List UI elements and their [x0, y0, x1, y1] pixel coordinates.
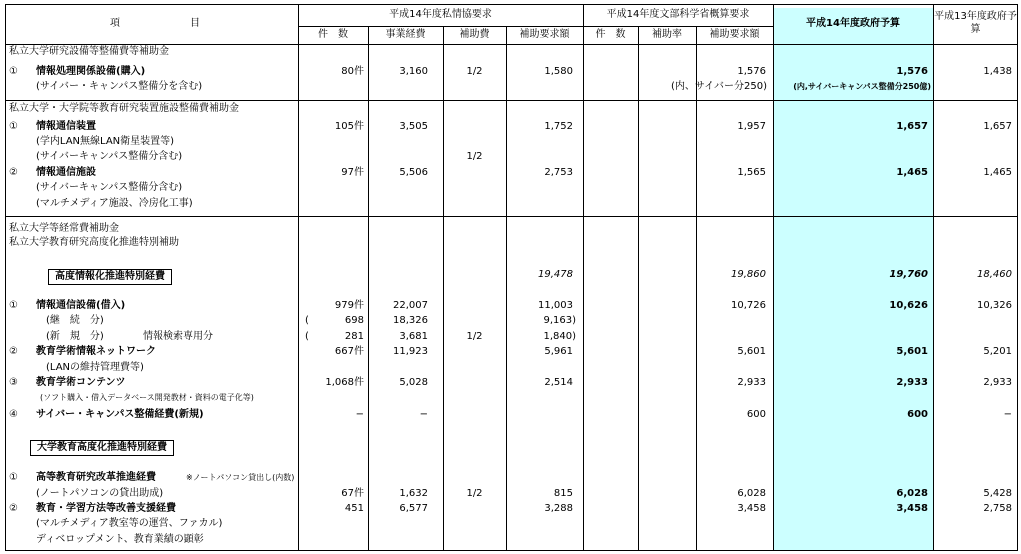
s3-new-note: 情報検索専用分	[143, 331, 213, 342]
s3-title2: 私立大学教育研究高度化推進特別補助	[9, 237, 179, 248]
header-mext-request: 補助要求額	[709, 29, 760, 40]
s3-item4: サイバー・キャンパス整備経費(新規)	[36, 409, 204, 420]
s2-item2: 情報通信施設	[36, 167, 96, 178]
s3-mext4: 600	[746, 409, 766, 420]
header-mext-rate: 補助率	[652, 29, 682, 40]
s3-new-rate: 1/2	[466, 331, 483, 342]
s3-count3: 1,068件	[325, 377, 364, 388]
s3-continuing-cost: 18,326	[393, 315, 428, 326]
s2-gov1: 1,657	[896, 121, 928, 132]
s1-mext-note: (内、サイバー分250)	[671, 81, 767, 92]
s3-count5: 67件	[341, 488, 364, 499]
rule-top	[5, 4, 1018, 5]
s3-request3: 2,514	[544, 377, 573, 388]
col-private	[583, 4, 584, 551]
s2-rate: 1/2	[466, 151, 483, 162]
col-left	[5, 4, 6, 551]
s3-mext2: 5,601	[737, 346, 766, 357]
header-mext-request: 平成14年度文部科学省概算要求	[606, 9, 750, 20]
s2-mext2: 1,565	[737, 167, 766, 178]
s2-num1: ①	[9, 121, 18, 132]
s2-count2: 97件	[341, 167, 364, 178]
s3-gov6: 3,458	[896, 503, 928, 514]
s3-item5: 高等教育研究改革推進経費	[36, 472, 156, 483]
s3-item1: 情報通信設備(借入)	[36, 300, 126, 311]
header-project-cost: 事業経費	[385, 29, 426, 40]
s3-cost2: 11,923	[393, 346, 428, 357]
s3-box2: 大学教育高度化推進特別経費	[30, 440, 174, 456]
s3-mext1: 10,726	[731, 300, 766, 311]
s3-gov1: 10,626	[889, 300, 928, 311]
s3-cost3: 5,028	[399, 377, 428, 388]
s3-prev5: 5,428	[983, 488, 1012, 499]
s3-new-paren: (	[305, 331, 309, 342]
s3-num5: ①	[9, 472, 18, 483]
s2-sub1a: (学内LAN無線LAN衛星装置等)	[36, 136, 175, 147]
s2-request2: 2,753	[544, 167, 573, 178]
rule-s1-bottom	[5, 100, 1018, 101]
s1-mext: 1,576	[737, 66, 766, 77]
s3-count6: 451	[344, 503, 364, 514]
s3-gov5: 6,028	[896, 488, 928, 499]
s1-cost: 3,160	[399, 66, 428, 77]
s3-new-count: 281	[344, 331, 364, 342]
s1-gov: 1,576	[896, 66, 928, 77]
s3-request1: 11,003	[538, 300, 573, 311]
s1-request: 1,580	[544, 66, 573, 77]
s1-gov-note: (内,サイバーキャンパス整備分250億)	[793, 82, 931, 91]
rule-s2-bottom	[5, 216, 1018, 217]
s3-item2: 教育学術情報ネットワーク	[36, 346, 156, 357]
s3-mext3: 2,933	[737, 377, 766, 388]
s3-num4: ④	[9, 409, 18, 420]
s3-prev3: 2,933	[983, 377, 1012, 388]
s3-num6: ②	[9, 503, 18, 514]
col-right	[1017, 4, 1018, 551]
s3-count1: 979件	[334, 300, 364, 311]
rule-header-bottom	[5, 44, 1018, 45]
s3-num3: ③	[9, 377, 18, 388]
s3-request2: 5,961	[544, 346, 573, 357]
s3-mext6: 3,458	[737, 503, 766, 514]
s3-gov2: 5,601	[896, 346, 928, 357]
header-subsidy: 補助費	[459, 29, 490, 40]
s3-prev6: 2,758	[983, 503, 1012, 514]
s3-gov3: 2,933	[896, 377, 928, 388]
s2-count1: 105件	[334, 121, 364, 132]
s3-new-request: 1,840)	[543, 331, 576, 342]
s3-cost4: −	[419, 409, 428, 420]
s2-prev2: 1,465	[983, 167, 1012, 178]
s2-prev1: 1,657	[983, 121, 1012, 132]
s1-num: ①	[9, 66, 18, 77]
s2-cost1: 3,505	[399, 121, 428, 132]
s2-request1: 1,752	[544, 121, 573, 132]
s2-mext1: 1,957	[737, 121, 766, 132]
s3-new-label: (新 規 分)	[46, 331, 104, 342]
s1-rate: 1/2	[466, 66, 483, 77]
s1-count: 80件	[341, 66, 364, 77]
header-count: 件 数	[318, 29, 348, 40]
s3-continuing-label: (継 続 分)	[46, 315, 104, 326]
s3-count4: −	[355, 409, 364, 420]
s2-title: 私立大学・大学院等教育研究装置施設整備費補助金	[9, 103, 239, 114]
col-mext-rate	[696, 26, 697, 551]
s3-note5: ※ノートパソコン貸出し(内数)	[186, 473, 295, 482]
s3-sub5: (ノートパソコンの貸出助成)	[36, 488, 164, 499]
s3-gov4: 600	[907, 409, 928, 420]
s3-sub3: (ソフト購入・借入データベース開発教材・資料の電子化等)	[40, 393, 254, 402]
s3-num2: ②	[9, 346, 18, 357]
header-mext-count: 件 数	[595, 29, 626, 40]
header-private-request: 平成14年度私情協要求	[389, 9, 492, 20]
s3-prev1: 10,326	[977, 300, 1012, 311]
s3-box1-mext: 19,860	[731, 269, 766, 280]
s3-cost1: 22,007	[393, 300, 428, 311]
s3-cost5: 1,632	[399, 488, 428, 499]
header-item: 項 目	[110, 18, 200, 29]
s1-title: 私立大学研究設備等整備費等補助金	[9, 46, 169, 57]
col-cost	[443, 26, 444, 551]
s2-sub2b: (マルチメディア施設、冷房化工事)	[36, 198, 193, 209]
rule-subheader	[298, 26, 773, 27]
s2-cost2: 5,506	[399, 167, 428, 178]
s3-box1: 高度情報化推進特別経費	[48, 269, 172, 285]
s2-item1: 情報通信装置	[36, 121, 96, 132]
s3-sub6b: ディベロップメント、教育業績の顕彰	[36, 534, 204, 545]
s2-sub2a: (サイバーキャンパス整備分含む)	[36, 182, 183, 193]
s3-count2: 667件	[334, 346, 364, 357]
s3-sub2: (LANの維持管理費等)	[46, 362, 144, 373]
s3-request5: 815	[553, 488, 573, 499]
s3-sub6a: (マルチメディア教室等の運営、ファカル)	[36, 518, 223, 529]
s3-num1: ①	[9, 300, 18, 311]
s3-box1-request: 19,478	[538, 269, 573, 280]
s1-item: 情報処理関係設備(購入)	[36, 66, 146, 77]
s3-title1: 私立大学等経常費補助金	[9, 223, 119, 234]
s3-continuing-count: 698	[344, 315, 364, 326]
col-rate	[506, 26, 507, 551]
s3-continuing-paren: (	[305, 315, 309, 326]
s2-num2: ②	[9, 167, 18, 178]
s3-mext5: 6,028	[737, 488, 766, 499]
s3-new-cost: 3,681	[399, 331, 428, 342]
header-request-amount: 補助要求額	[519, 29, 570, 40]
s3-cost6: 6,577	[399, 503, 428, 514]
s2-sub1b: (サイバーキャンパス整備分含む)	[36, 151, 183, 162]
s1-sub: (サイバー・キャンパス整備分を含む)	[36, 81, 203, 92]
s3-prev4: −	[1003, 409, 1012, 420]
s3-box1-gov: 19,760	[889, 269, 928, 280]
rule-bottom	[5, 550, 1018, 551]
col-count	[368, 26, 369, 551]
s2-gov2: 1,465	[896, 167, 928, 178]
s3-item6: 教育・学習方法等改善支援経費	[36, 503, 176, 514]
col-item	[298, 4, 299, 551]
s3-item3: 教育学術コンテンツ	[36, 377, 126, 388]
col-mext-count	[638, 26, 639, 551]
s3-continuing-request: 9,163)	[543, 315, 576, 326]
header-gov-budget: 平成14年度政府予算	[806, 18, 900, 29]
header-prev-budget: 平成13年度政府予算	[934, 11, 1017, 35]
s3-box1-prev: 18,460	[977, 269, 1012, 280]
s3-request6: 3,288	[544, 503, 573, 514]
s3-rate5: 1/2	[466, 488, 483, 499]
s3-prev2: 5,201	[983, 346, 1012, 357]
s1-prev: 1,438	[983, 66, 1012, 77]
